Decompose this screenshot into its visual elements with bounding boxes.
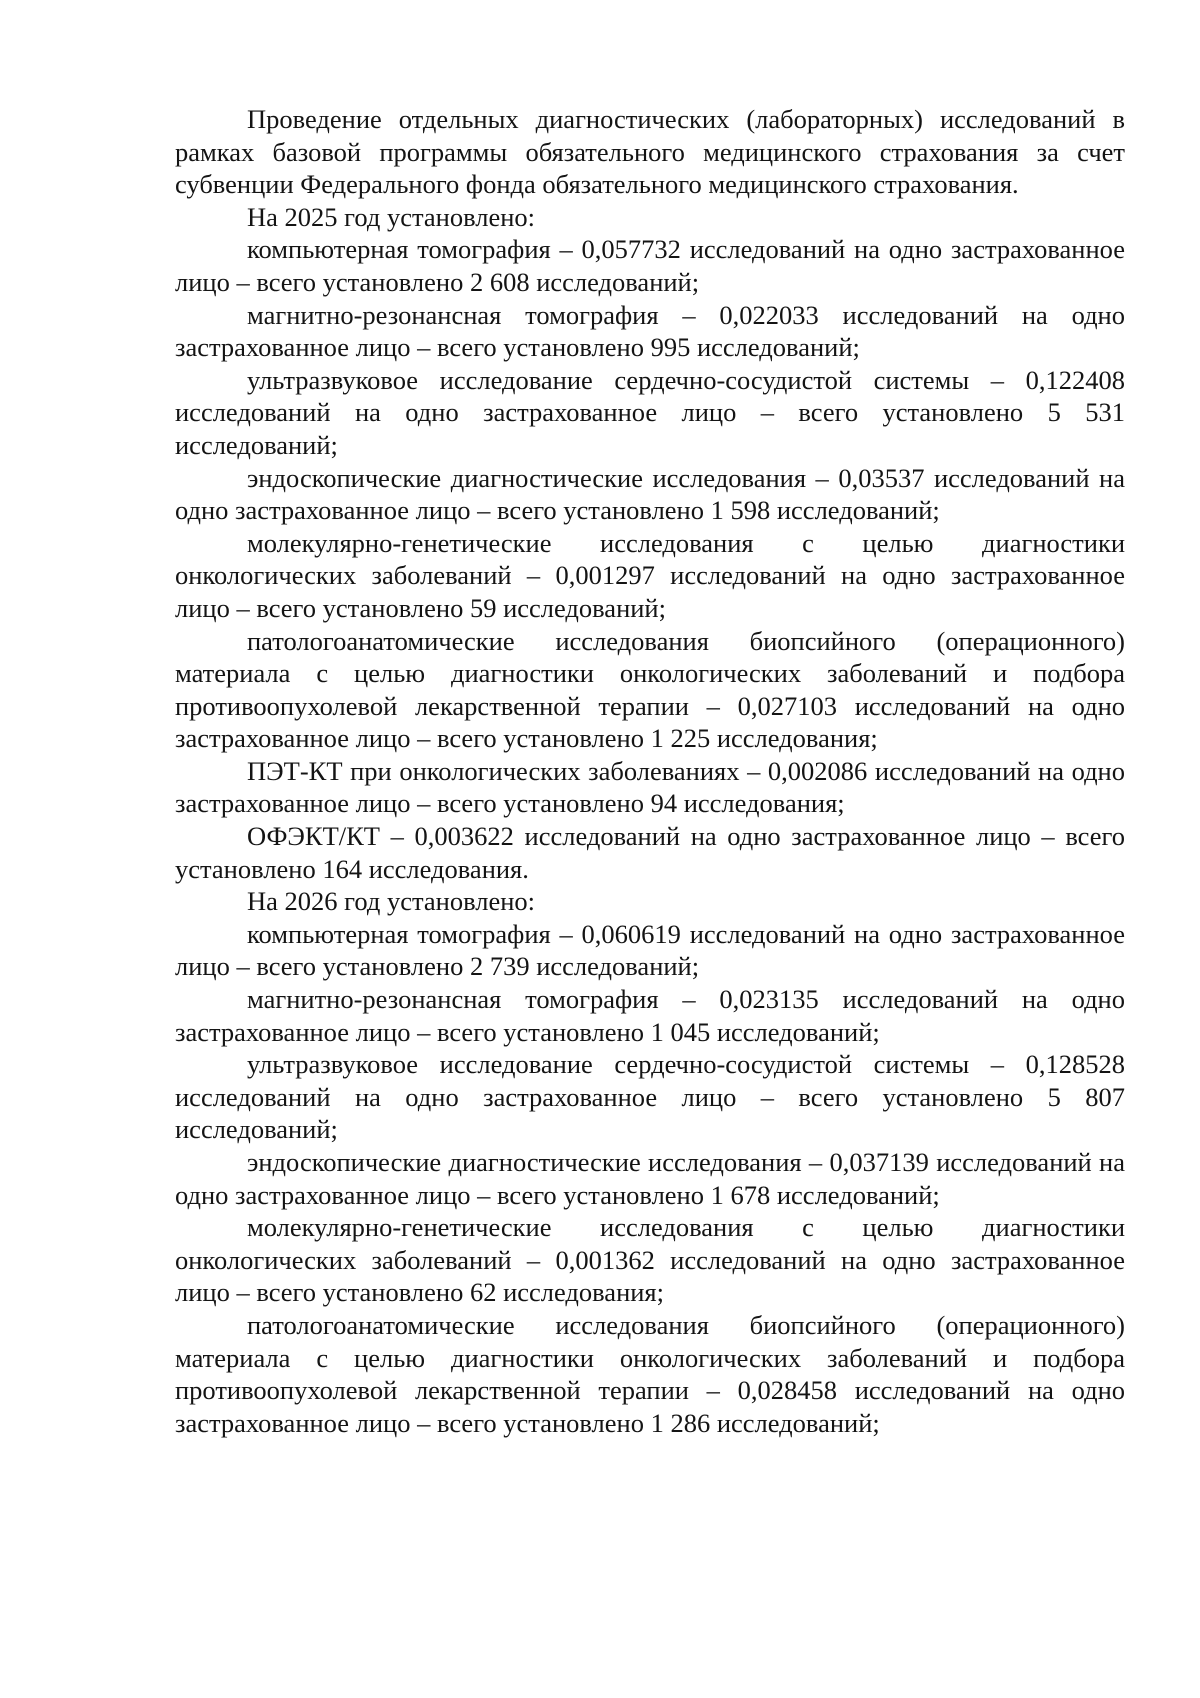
item-2025-pathology: патологоанатомические исследования биопсийного (операционного) материала с целью диагностики онкологических заболеваний и подбора противоопухолевой лекарственной терапии – 0,027103 исследований на одно застрахованное лицо – всего установлено 1 225 исследования; — [175, 625, 1125, 754]
item-2025-ultrasound: ультразвуковое исследование сердечно-сосудистой системы – 0,122408 исследований на одно застрахованное лицо – всего установлено 5 531 исследований; — [175, 364, 1125, 460]
item-2026-mri: магнитно-резонансная томография – 0,023135 исследований на одно застрахованное лицо – всего установлено 1 045 исследований; — [175, 984, 1125, 1047]
item-2026-ultrasound: ультразвуковое исследование сердечно-сосудистой системы – 0,128528 исследований на одно застрахованное лицо – всего установлено 5 807 исследований; — [175, 1049, 1125, 1145]
item-2026-endoscopy: эндоскопические диагностические исследования – 0,037139 исследований на одно застрахованное лицо – всего установлено 1 678 исследований; — [175, 1147, 1125, 1210]
item-2025-mri: магнитно-резонансная томография – 0,022033 исследований на одно застрахованное лицо – всего установлено 995 исследований; — [175, 299, 1125, 363]
item-2025-molecular-genetic: молекулярно-генетические исследования с целью диагностики онкологических заболеваний – 0,001297 исследований на одно застрахованное лицо – всего установлено 59 исследований; — [175, 527, 1125, 623]
item-2026-molecular-genetic: молекулярно-генетические исследования с целью диагностики онкологических заболеваний – 0,001362 исследований на одно застрахованное лицо – всего установлено 62 исследования; — [175, 1212, 1125, 1308]
item-2026-pathology: патологоанатомические исследования биопсийного (операционного) материала с целью диагностики онкологических заболеваний и подбора противоопухолевой лекарственной терапии – 0,028458 исследований на одно застрахованное лицо – всего установлено 1 286 исследований; — [175, 1309, 1125, 1438]
item-2025-ct: компьютерная томография – 0,057732 исследований на одно застрахованное лицо – всего установлено 2 608 исследований; — [175, 234, 1125, 297]
year-2026-heading: На 2026 год установлено: — [247, 886, 536, 917]
item-2025-pet-ct: ПЭТ-КТ при онкологических заболеваниях – 0,002086 исследований на одно застрахованное лицо – всего установлено 94 исследования; — [175, 755, 1125, 819]
year-2025-heading: На 2025 год установлено: — [247, 201, 536, 232]
item-2026-ct: компьютерная томография – 0,060619 исследований на одно застрахованное лицо – всего установлено 2 739 исследований; — [175, 918, 1125, 982]
item-2025-endoscopy: эндоскопические диагностические исследования – 0,03537 исследований на одно застрахованное лицо – всего установлено 1 598 исследований; — [175, 462, 1125, 526]
intro-paragraph: Проведение отдельных диагностических (лабораторных) исследований в рамках базовой программы обязательного медицинского страхования за счет субвенции Федерального фонда обязательного медицинского страхования. — [175, 104, 1125, 200]
item-2025-spect-ct: ОФЭКТ/КТ – 0,003622 исследований на одно застрахованное лицо – всего установлено 164 исследования. — [175, 821, 1125, 884]
document-page — [175, 103, 1125, 1439]
